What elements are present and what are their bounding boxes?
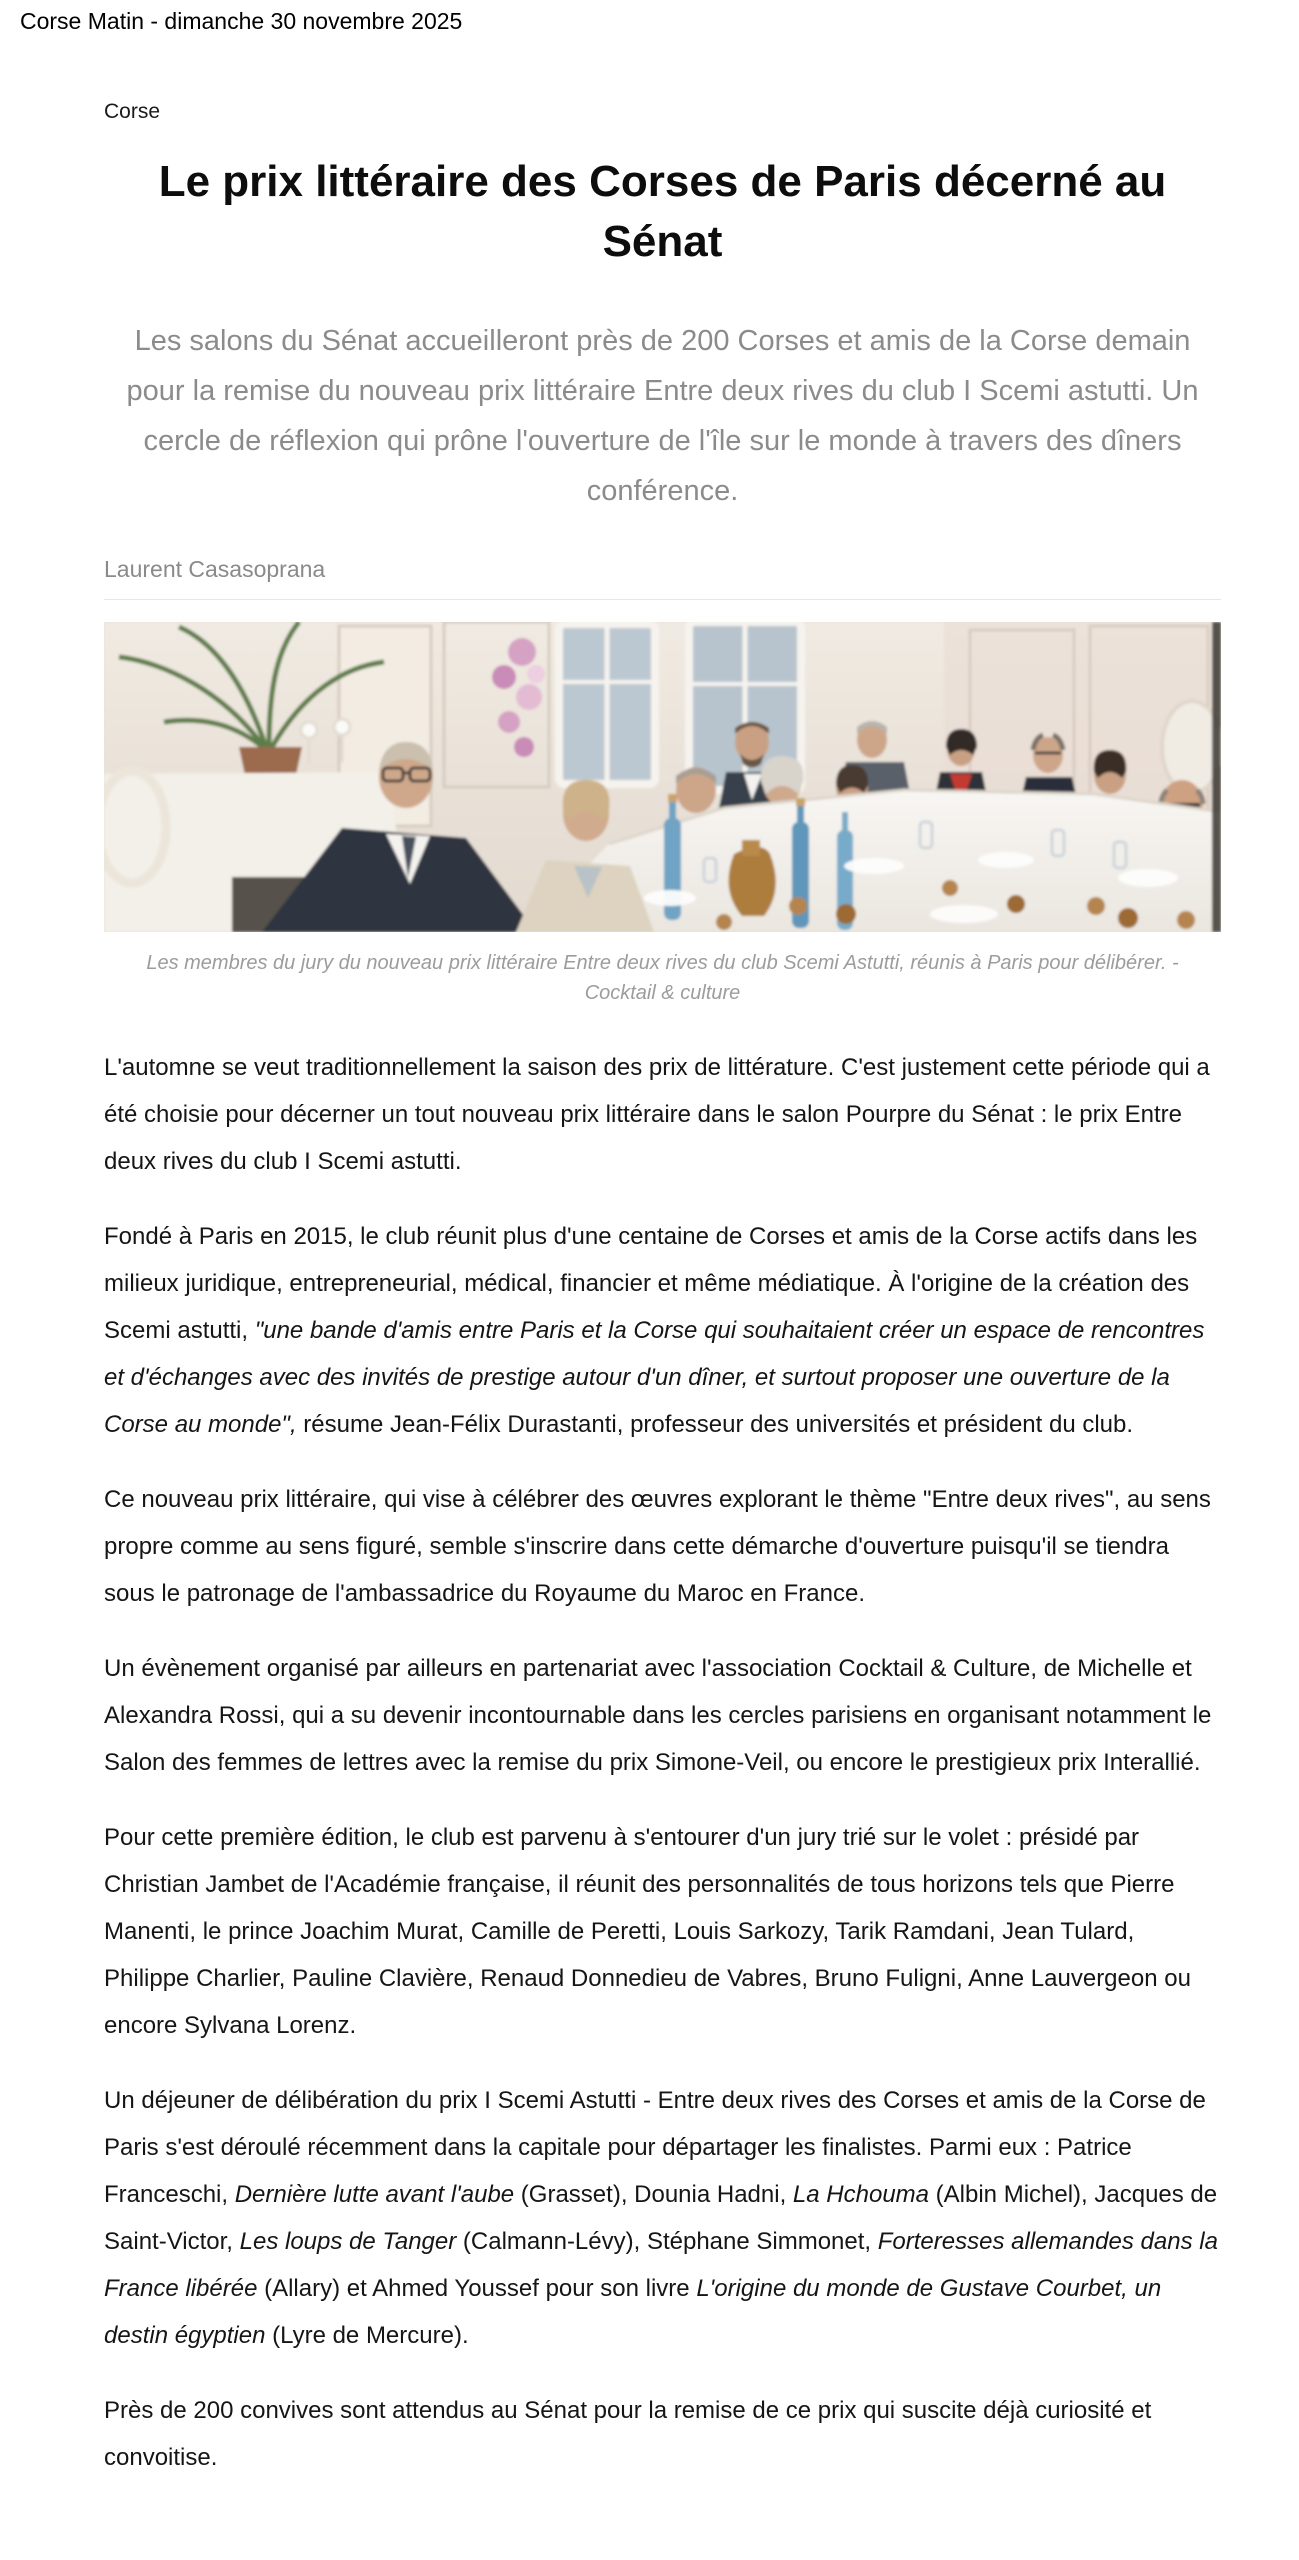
text-run: résume Jean-Félix Durastanti, professeur des universités et président du club. xyxy=(296,1411,1134,1438)
jury-lunch-illustration xyxy=(104,622,1221,932)
text-run: L'automne se veut traditionnellement la saison des prix de littérature. C'est justement cette période qui a été choisie pour décerner un tout nouveau prix littéraire dans le salon Pourpre du Sénat : le prix Entre deux rives du club I Scemi astutti. xyxy=(104,1054,1210,1175)
italic-run: Forteresses allemandes dans la France libérée xyxy=(104,2228,1218,2302)
article-paragraph xyxy=(104,1044,1221,1185)
photo-caption: Les membres du jury du nouveau prix littéraire Entre deux rives du club Scemi Astutti, réunis à Paris pour délibérer. - Cocktail & culture xyxy=(146,952,1179,1004)
article-subtitle: Les salons du Sénat accueilleront près de 200 Corses et amis de la Corse demain pour la remise du nouveau prix littéraire Entre deux rives du club I Scemi astutti. Un cercle de réflexion qui prône l'ouverture de l'île sur le monde à travers des dîners conférence. xyxy=(126,325,1199,507)
article-author: Laurent Casasoprana xyxy=(104,556,326,582)
italic-run: L'origine du monde de Gustave Courbet, un destin égyptien xyxy=(104,2275,1162,2349)
article-paragraph xyxy=(104,2387,1221,2481)
text-run: Un déjeuner de délibération du prix I Scemi Astutti - Entre deux rives des Corses et amis de la Corse de Paris s'est déroulé récemment dans la capitale pour départager les finalistes. Parmi eux : Patrice Franceschi, xyxy=(104,2087,1206,2208)
italic-run: "une bande d'amis entre Paris et la Corse qui souhaitaient créer un espace de rencontres et d'échanges avec des invités de prestige autour d'un dîner, et surtout proposer une ouverture de la Corse au monde", xyxy=(104,1317,1205,1438)
article-paragraph xyxy=(104,2077,1221,2359)
text-run: Ce nouveau prix littéraire, qui vise à célébrer des œuvres explorant le thème "Entre deux rives", au sens propre comme au sens figuré, semble s'inscrire dans cette démarche d'ouverture puisqu'il se tiendra sous le patronage de l'ambassadrice du Royaume du Maroc en France. xyxy=(104,1486,1211,1607)
article-body xyxy=(104,1044,1221,2481)
italic-run: Dernière lutte avant l'aube xyxy=(234,2181,515,2208)
text-run: Un évènement organisé par ailleurs en partenariat avec l'association Cocktail & Culture, de Michelle et Alexandra Rossi, qui a su devenir incontournable dans les cercles parisiens en organisant notamment le Salon des femmes de lettres avec la remise du prix Simone-Veil, ou encore le prestigieux prix Interallié. xyxy=(104,1655,1212,1776)
article-category: Corse xyxy=(104,100,161,123)
article-photo xyxy=(104,622,1221,932)
text-run: (Grasset), Dounia Hadni, xyxy=(514,2181,793,2208)
divider xyxy=(104,599,1221,600)
text-run: Près de 200 convives sont attendus au Sénat pour la remise de ce prix qui suscite déjà curiosité et convoitise. xyxy=(104,2397,1152,2471)
article-paragraph xyxy=(104,1213,1221,1448)
italic-run: La Hchouma xyxy=(792,2181,929,2208)
text-run: (Calmann-Lévy), Stéphane Simmonet, xyxy=(456,2228,878,2255)
masthead-dateline: Corse Matin - dimanche 30 novembre 2025 xyxy=(20,8,463,34)
text-run: Pour cette première édition, le club est parvenu à s'entourer d'un jury trié sur le volet : présidé par Christian Jambet de l'Académie française, il réunit des personnalités de tous horizons tels que Pierre Manenti, le prince Joachim Murat, Camille de Peretti, Louis Sarkozy, Tarik Ramdani, Jean Tulard, Philippe Charlier, Pauline Clavière, Renaud Donnedieu de Vabres, Bruno Fuligni, Anne Lauvergeon ou encore Sylvana Lorenz. xyxy=(104,1824,1191,2039)
article-paragraph xyxy=(104,1645,1221,1786)
article-paragraph xyxy=(104,1476,1221,1617)
text-run: (Allary) et Ahmed Youssef pour son livre xyxy=(257,2275,697,2302)
article xyxy=(104,100,1221,2509)
text-run: (Albin Michel), Jacques de Saint-Victor, xyxy=(104,2181,1218,2255)
text-run: Fondé à Paris en 2015, le club réunit plus d'une centaine de Corses et amis de la Corse actifs dans les milieux juridique, entrepreneurial, médical, financier et même médiatique. À l'origine de la création des Scemi astutti, xyxy=(104,1223,1198,1344)
italic-run: Les loups de Tanger xyxy=(239,2228,457,2255)
text-run: (Lyre de Mercure). xyxy=(265,2322,469,2349)
article-title: Le prix littéraire des Corses de Paris décerné au Sénat xyxy=(158,157,1167,266)
article-paragraph xyxy=(104,1814,1221,2049)
